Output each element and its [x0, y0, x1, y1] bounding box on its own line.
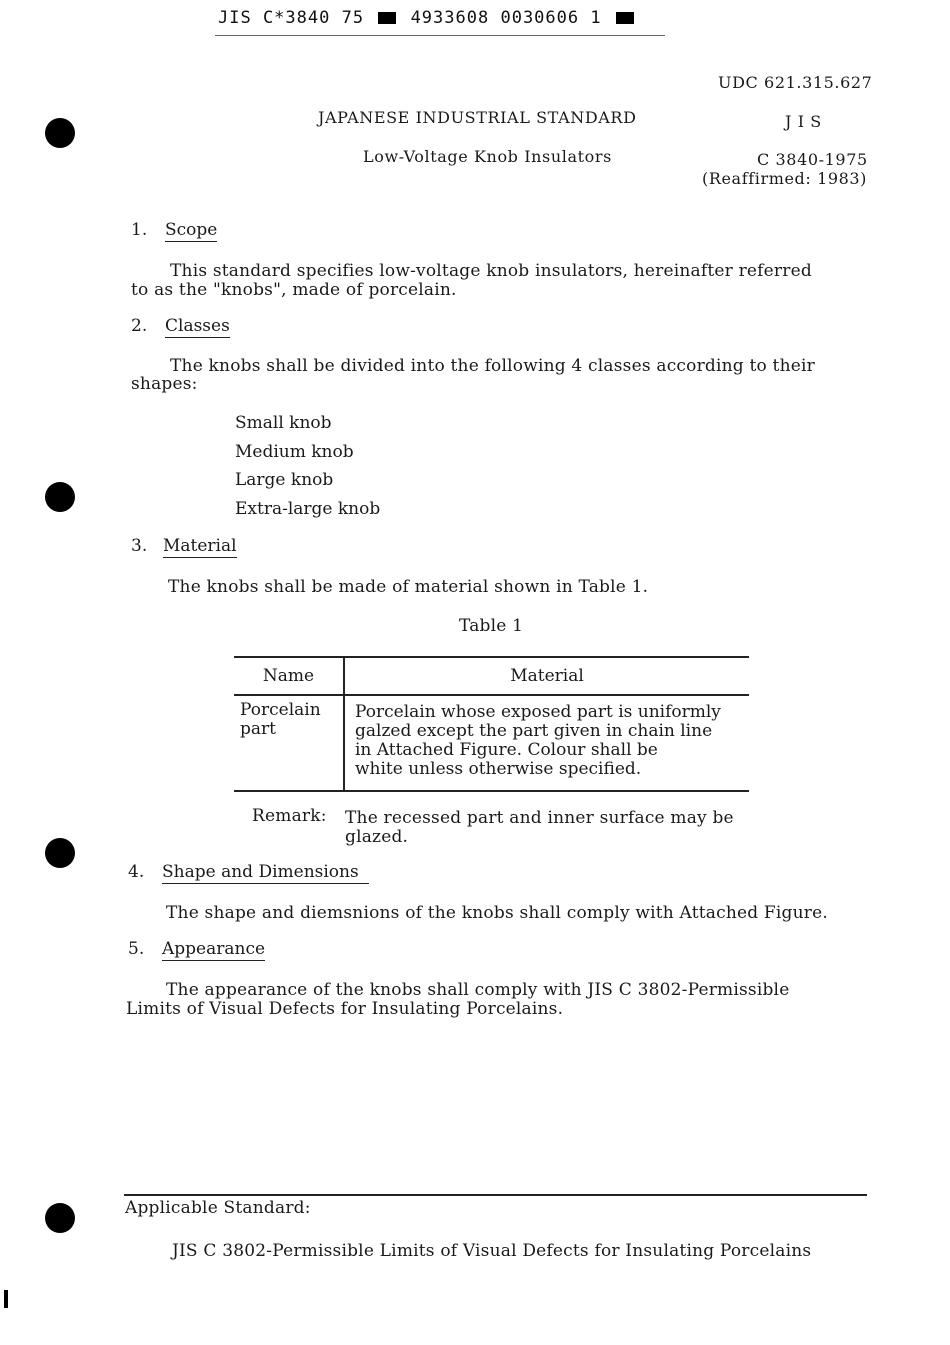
- section-number: 3.: [131, 536, 148, 556]
- remark-label: Remark:: [252, 806, 327, 826]
- table-cell-name: [234, 695, 344, 791]
- cell-line: Porcelain: [240, 700, 321, 720]
- header-code-suffix: 1: [590, 8, 602, 28]
- table-header-material: Material: [344, 657, 749, 695]
- header-code-prefix: JIS C*3840 75: [218, 8, 365, 28]
- table-header-name: Name: [234, 657, 344, 695]
- section-number: 2.: [131, 316, 148, 336]
- header-rule: [215, 35, 665, 36]
- punch-hole: [45, 1203, 75, 1233]
- header-code-line: [218, 8, 637, 28]
- punch-hole: [45, 118, 75, 148]
- udc-code: UDC 621.315.627: [718, 73, 873, 92]
- cell-line: white unless otherwise specified.: [355, 759, 642, 779]
- section-title: Classes: [165, 316, 230, 336]
- cell-line: galzed except the part given in chain line: [355, 721, 713, 741]
- table-caption: Table 1: [459, 616, 524, 636]
- paragraph-line: This standard specifies low-voltage knob insulators, hereinafter referred: [170, 261, 812, 281]
- section-title: Material: [163, 536, 237, 556]
- redaction-block: [378, 12, 396, 24]
- remark-line: glazed.: [345, 827, 409, 847]
- paragraph-line: The appearance of the knobs shall comply with JIS C 3802-Permissible: [166, 980, 790, 1000]
- punch-hole: [45, 838, 75, 868]
- section-number: 1.: [131, 220, 148, 240]
- section-title: Appearance: [162, 939, 266, 959]
- doc-title: Low-Voltage Knob Insulators: [363, 147, 612, 166]
- jis-mark: J I S: [785, 112, 822, 131]
- header-code-a: 4933608: [410, 8, 490, 28]
- punch-hole: [45, 482, 75, 512]
- redaction-block: [616, 12, 634, 24]
- scan-edge-mark: [4, 1290, 8, 1308]
- cell-line: Porcelain whose exposed part is uniformly: [355, 702, 721, 722]
- section-title: Shape and Dimensions: [162, 862, 369, 884]
- cell-line: in Attached Figure. Colour shall be: [355, 740, 658, 760]
- org-name: JAPANESE INDUSTRIAL STANDARD: [318, 108, 637, 127]
- paragraph-line: The knobs shall be divided into the following 4 classes according to their: [170, 356, 815, 376]
- class-item: Medium knob: [235, 442, 354, 462]
- paragraph-line: The knobs shall be made of material shown in Table 1.: [168, 577, 649, 597]
- paragraph-line: Limits of Visual Defects for Insulating Porcelains.: [126, 999, 564, 1019]
- table-header-row: [234, 657, 749, 695]
- table-cell-material: [344, 695, 749, 791]
- header-code-b: 0030606: [500, 8, 580, 28]
- material-table: [234, 656, 749, 792]
- cell-line: part: [240, 719, 276, 739]
- class-item: Small knob: [235, 413, 332, 433]
- reaffirmed-date: (Reaffirmed: 1983): [702, 169, 868, 188]
- table-row: [234, 695, 749, 791]
- footer-rule: [124, 1194, 867, 1196]
- applicable-label: Applicable Standard:: [125, 1198, 311, 1218]
- paragraph-line: The shape and diemsnions of the knobs shall comply with Attached Figure.: [166, 903, 828, 923]
- section-title: Scope: [165, 220, 218, 240]
- section-number: 4.: [128, 862, 145, 882]
- section-number: 5.: [128, 939, 145, 959]
- applicable-standard: JIS C 3802-Permissible Limits of Visual Defects for Insulating Porcelains: [172, 1241, 812, 1261]
- class-item: Large knob: [235, 470, 334, 490]
- class-item: Extra-large knob: [235, 499, 381, 519]
- paragraph-line: shapes:: [131, 374, 198, 394]
- paragraph-line: to as the "knobs", made of porcelain.: [131, 280, 457, 300]
- remark-line: The recessed part and inner surface may be: [345, 808, 734, 828]
- doc-number: C 3840-1975: [757, 150, 868, 169]
